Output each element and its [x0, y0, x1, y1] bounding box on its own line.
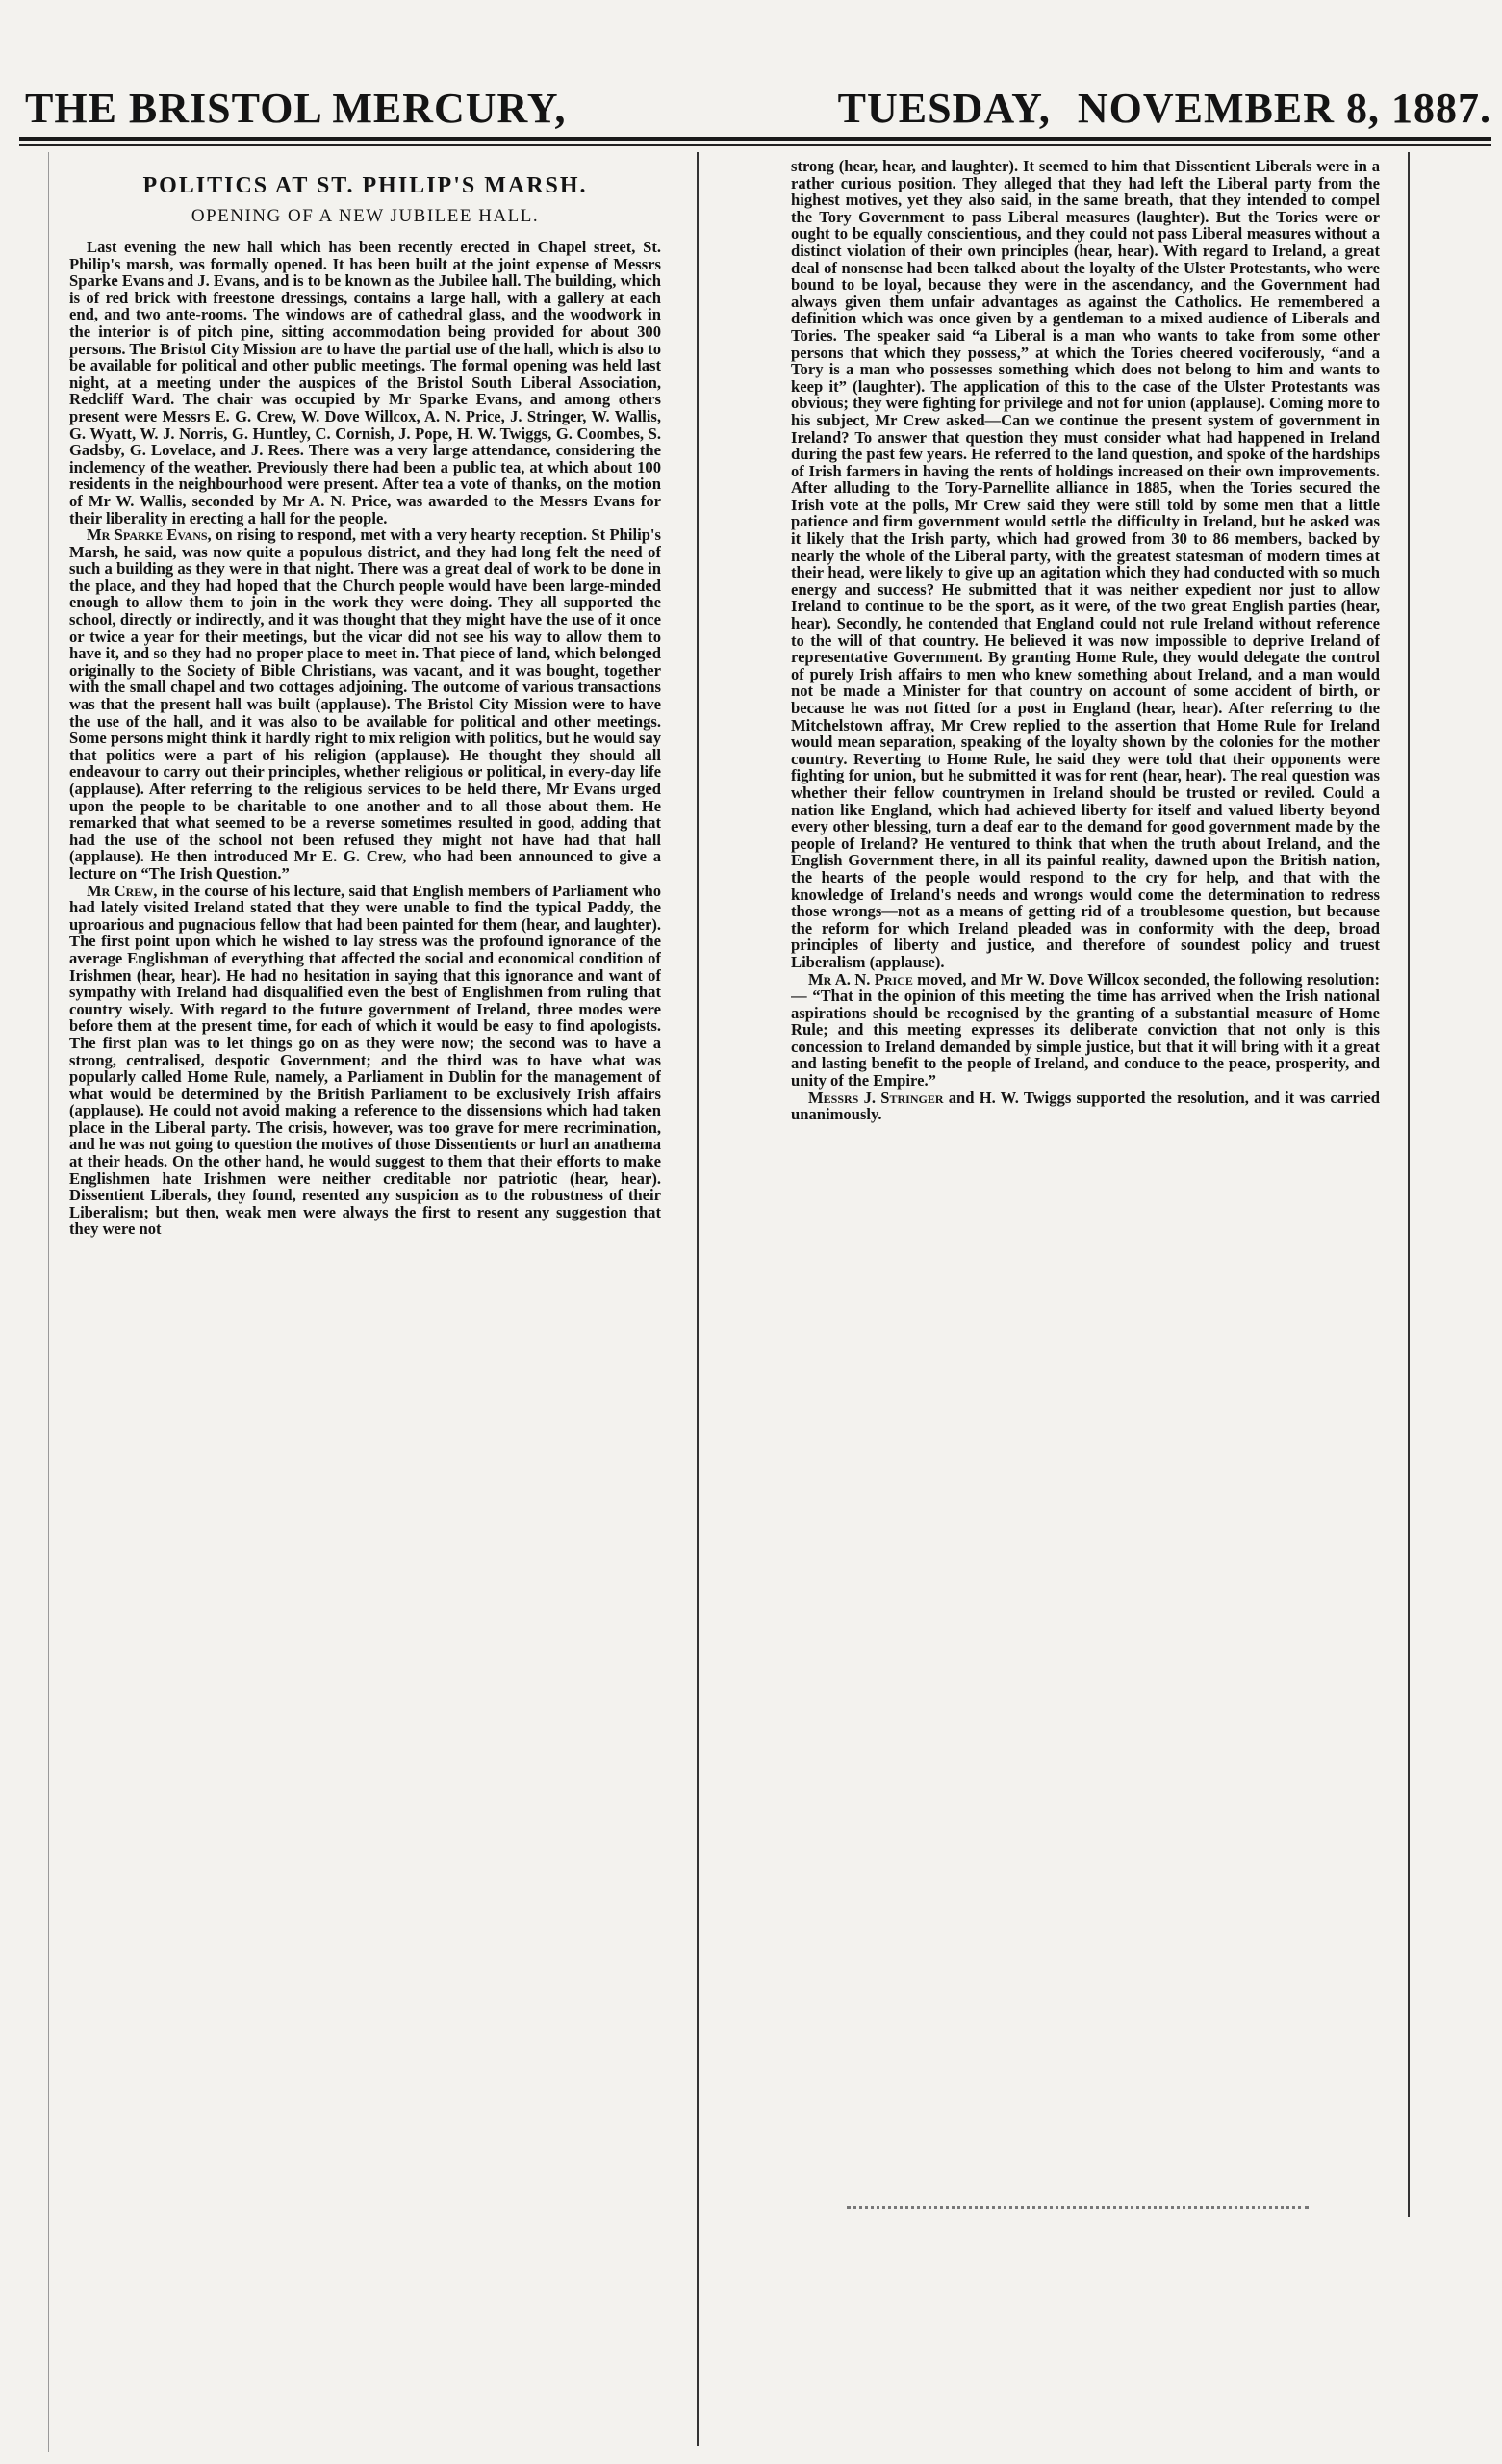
- left-margin-rule: [48, 152, 49, 2452]
- paragraph-lead: Messrs J. Stringer: [808, 1088, 944, 1107]
- paragraph: [791, 158, 1380, 971]
- paragraph-text: on rising to respond, met with a very hearty reception. St Philip's Marsh, he said, was now quite a populous district, and they had long felt the need of such a building as they were in that night. There was a great deal of work to be done in the place, and they had hoped that the Church people would have been large-minded enough to allow them to join in the work they were doing. They all supported the school, directly or indirectly, and it was thought that they might have the use of it once or twice a year for their meetings, but the vicar did not see his way to allow them to have it, and so they had no proper place to meet in. That piece of land, which belonged originally to the Society of Bible Christians, was vacant, and it was bought, together with the small chapel and two cottages adjoining. The outcome of various transactions was that the present hall was built (applause). The Bristol City Mission were to have the use of the hall, and it was also to be available for political and other meetings. Some persons might think it hardly right to mix religion with politics, but he would say that politics were a part of his religion (applause). He thought they should all endeavour to carry out their principles, whether religious or political, in every-day life (applause). After referring to the religious services to be held there, Mr Evans urged upon the people to be charitable to one another and to all those about them. He remarked that what seemed to be a reverse sometimes resulted in good, adding that had the use of the school not been refused they might not have had that hall (applause). He then introduced Mr E. G. Crew, who had been announced to give a lecture on “The Irish Question.”: [69, 526, 661, 883]
- paragraph-text: in the course of his lecture, said that English members of Parliament who had lately visited Ireland stated that they were unable to find the typical Paddy, the uproarious and pugnacious fellow that had been painted for them (hear, and laughter). The first point upon which he wished to lay stress was the profound ignorance of the average Englishman of everything that affected the social and economical condition of Irishmen (hear, hear). He had no hesitation in saying that this ignorance and want of sympathy with Ireland had disqualified even the best of Englishmen from ruling that country wisely. With regard to the future government of Ireland, three modes were before them at the present time, for each of which it would be easy to find apologists. The first plan was to let things go on as they were now; the second was to have a strong, centralised, despotic Government; and the third was to have what was popularly called Home Rule, namely, a Parliament in Dublin for the management of what would be determined by the British Parliament to be exclusively Irish affairs (applause). He could not avoid making a reference to the dissensions which had taken place in the Liberal party. The crisis, however, was too grave for mere recrimination, and he was not going to question the motives of those Dissentients or hurl an anathema at their heads. On the other hand, he would suggest to them that their efforts to make Englishmen hate Irishmen were neither creditable nor patriotic (hear, hear). Dissentient Liberals, they found, resented any suspicion as to the robustness of their Liberalism; but then, weak men were always the first to resent any suggestion that they were not: [69, 881, 661, 1239]
- right-column: [791, 158, 1380, 2213]
- paragraph-text: Last evening the new hall which has been recently erected in Chapel street, St. Philip's marsh, was formally opened. It has been built at the joint expense of Messrs Sparke Evans and J. Evans, and is to be known as the Jubilee hall. The building, which is of red brick with freestone dressings, contains a large hall, with a gallery at each end, and two ante-rooms. The windows are of cathedral glass, and the woodwork in the interior is of pitch pine, sitting accommodation being provided for about 300 persons. The Bristol City Mission are to have the partial use of the hall, which is also to be available for political and other public meetings. The formal opening was held last night, at a meeting under the auspices of the Bristol South Liberal Association, Redcliff Ward. The chair was occupied by Mr Sparke Evans, and among others present were Messrs E. G. Crew, W. Dove Willcox, A. N. Price, J. Stringer, W. Wallis, G. Wyatt, W. J. Norris, G. Huntley, C. Cornish, J. Pope, H. W. Twiggs, G. Coombes, S. Gadsby, G. Lovelace, and J. Rees. There was a very large attendance, considering the inclemency of the weather. Previously there had been a public tea, at which about 100 residents in the neighbourhood were present. After tea a vote of thanks, on the motion of Mr W. Wallis, seconded by Mr A. N. Price, was awarded to the Messrs Evans for their liberality in erecting a hall for the people.: [69, 238, 661, 527]
- article-subheadline: OPENING OF A NEW JUBILEE HALL.: [191, 206, 540, 226]
- masthead-line: [19, 84, 1491, 137]
- issue-date: NOVEMBER 8, 1887.: [1077, 85, 1491, 132]
- article-headline: POLITICS AT ST. PHILIP'S MARSH.: [142, 173, 588, 198]
- right-margin-rule: [1408, 152, 1410, 2217]
- paragraph-lead: Mr A. N. Price: [808, 969, 913, 988]
- left-column: [69, 152, 661, 2457]
- paragraph: [69, 239, 661, 526]
- paper-name: THE BRISTOL MERCURY,: [25, 85, 567, 132]
- paragraph-text: strong (hear, hear, and laughter). It seemed to him that Dissentient Liberals were in a rather curious position. They alleged that they had left the Liberal party from the highest motives, yet they also said, in the same breath, that they intended to compel the Tory Government to pass Liberal measures (laughter). But the Tories were or ought to be equally conscientious, and they could not pass Liberal measures without a distinct violation of their own principles (hear, hear). With regard to Ireland, a great deal of nonsense had been talked about the loyalty of the Ulster Protestants, who were bound to be loyal, because they were in the ascendancy, and the Government had always given them unfair advantages as against the Catholics. He remembered a definition which was once given by a gentleman to a mixed audience of Liberals and Tories. The speaker said “a Liberal is a man who wants to take from some other persons that which they possess,” at which the Tories cheered vociferously, “and a Tory is a man who possesses something which does not belong to him and wants to keep it” (laughter). The application of this to the case of the Ulster Protestants was obvious; they were fighting for privilege and not for union (applause). Coming more to his subject, Mr Crew asked—Can we continue the present system of government in Ireland? To answer that question they must consider what had happened in Ireland during the past few years. He referred to the land question, and spoke of the hardships of Irish farmers in having the rents of holdings increased on their own improvements. After alluding to the Tory-Parnellite alliance in 1885, when the Tories secured the Irish vote at the polls, Mr Crew said they were still told by some men that a little patience and firm government would settle the difficulty in Ireland, but he asked was it likely that the Irish party, which had growed from 30 to 86 members, backed by nearly the whole of the Liberal party, with the greatest statesman of modern times at their head, were likely to give up an agitation which they had conducted with so much energy and success? He submitted that it was neither expedient nor just to allow Ireland to continue to be the sport, as it were, of the two great English parties (hear, hear). Secondly, he contended that England could not rule Ireland without reference to the will of that country. He believed it was now impossible to deprive Ireland of representative Government. By granting Home Rule, they would delegate the control of purely Irish affairs to men who knew something about Ireland, and a man would not be made a Minister for that country on account of some accident of birth, or because he was not fitted for a post in England (hear, hear). After referring to the Mitchelstown affray, Mr Crew replied to the assertion that Home Rule for Ireland would mean separation, speaking of the loyalty shown by the colonies for the mother country. Reverting to Home Rule, he said they were told that their opponents were fighting for union, but he submitted it was for rent (hear, hear). The real question was whether their fellow countrymen in Ireland should be trusted or reviled. Could a nation like England, which had achieved liberty for itself and valued liberty beyond every other blessing, turn a deaf ear to the demand for good government made by the people of Ireland? He ventured to think that when the truth about Ireland, and the English Government there, in all its painful reality, dawned upon the British nation, the hearts of the people would respond to the cry for help, and that with the knowledge of Ireland's needs and wrongs would come the determination to redress those wrongs—not as a means of getting rid of a troublesome question, but because the reform for which Ireland pleaded was in conformity with the deep, broad principles of liberty and justice, and therefore of soundest policy and truest Liberalism (applause).: [791, 158, 1380, 971]
- paragraph-lead: Mr Crew,: [87, 881, 158, 900]
- paragraph: [69, 883, 661, 1238]
- paragraph: [69, 526, 661, 882]
- column-divider: [697, 152, 699, 2446]
- paragraph-text: moved, and Mr W. Dove Willcox seconded, the following resolution:— “That in the opinion of this meeting the time has arrived when the Irish national aspirations should be recognised by the granting of a substantial measure of Home Rule; and this meeting expresses its deliberate conviction that not only is this concession to Ireland demanded by simple justice, but that it will bring with it a great and lasting benefit to the people of Ireland, and conduce to the peace, prosperity, and unity of the Empire.”: [791, 969, 1380, 1091]
- paragraph: [791, 1090, 1380, 1123]
- date-group: [838, 84, 1491, 133]
- weekday: TUESDAY,: [837, 85, 1051, 132]
- masthead-rule: [19, 144, 1491, 146]
- paragraph: [791, 971, 1380, 1090]
- masthead: [19, 77, 1491, 141]
- paragraph-lead: Mr Sparke Evans,: [87, 526, 212, 545]
- article-end-rule: [847, 2206, 1309, 2211]
- paragraph-text: and H. W. Twiggs supported the resolution, and it was carried unanimously.: [791, 1088, 1380, 1124]
